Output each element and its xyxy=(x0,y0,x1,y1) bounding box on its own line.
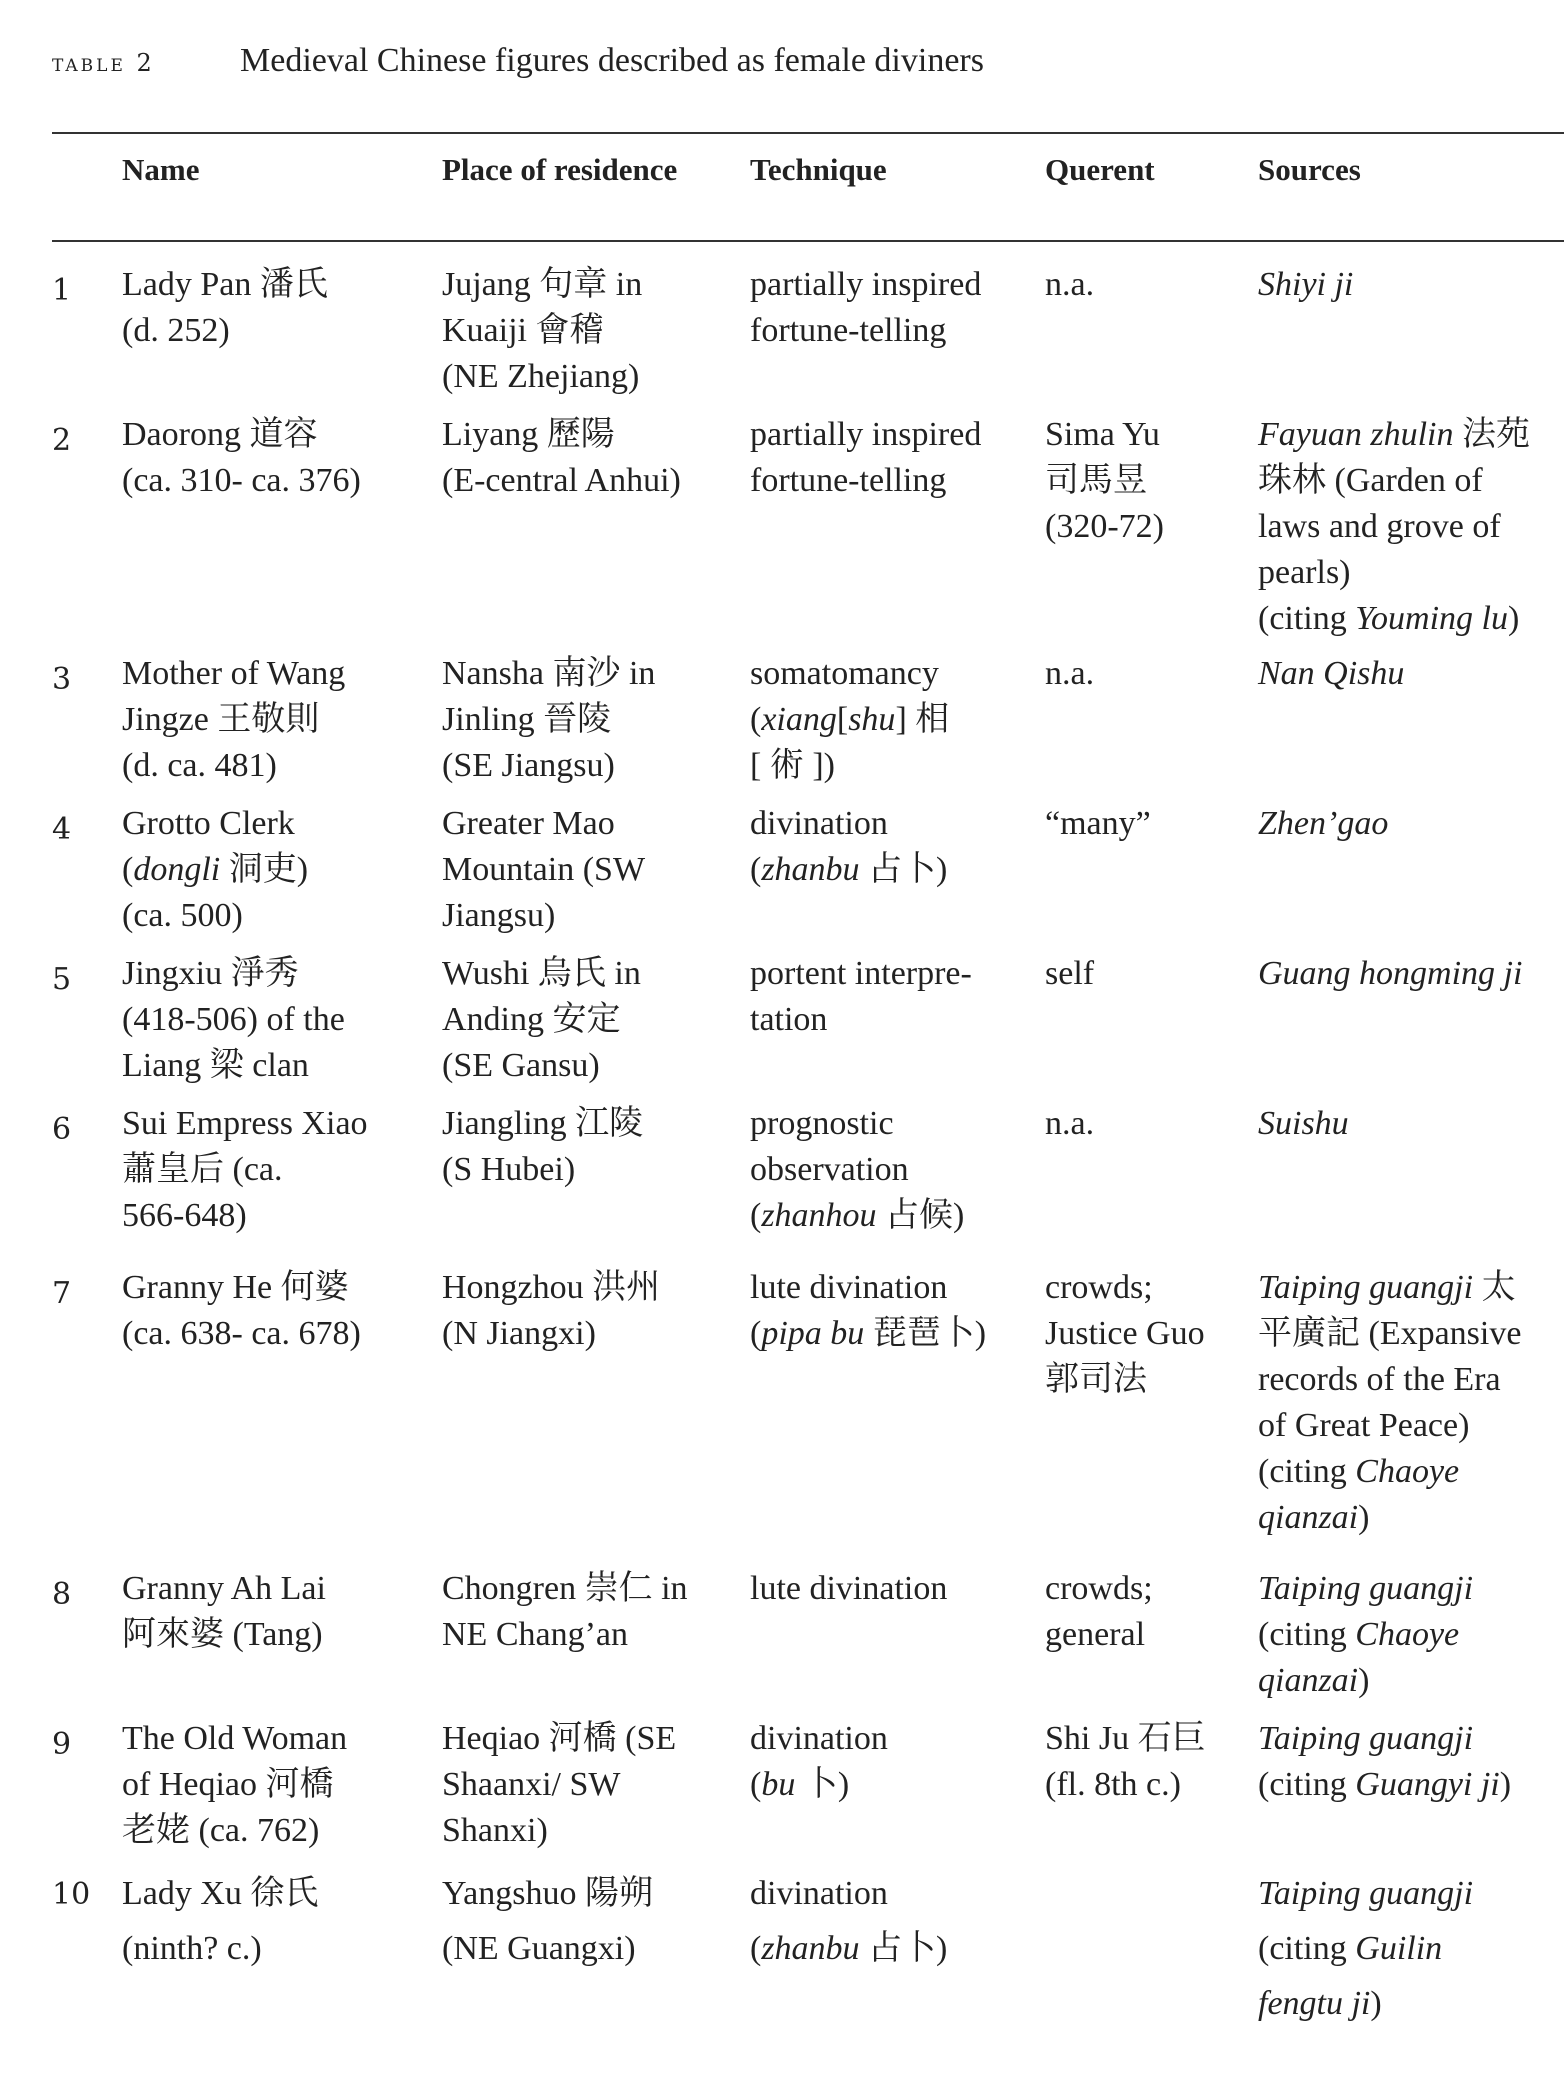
name-text: Grotto Clerk ( xyxy=(122,805,295,888)
cell-technique xyxy=(750,1101,1045,1239)
source-text: (citing xyxy=(1258,1616,1347,1653)
row-number: 9 xyxy=(52,1727,72,1762)
technique-text: lute divination ( xyxy=(750,1269,948,1352)
row-number: 6 xyxy=(52,1112,72,1147)
cell-querent: n.a. xyxy=(1045,1105,1095,1142)
cell-technique xyxy=(750,801,1045,893)
header-querent: Querent xyxy=(1045,152,1155,187)
table-label: table 2 xyxy=(52,49,155,77)
cell-sources: Shiyi ji xyxy=(1258,266,1354,303)
technique-bracket: [ xyxy=(836,701,849,738)
cell-technique: partially inspired fortune-telling xyxy=(750,266,982,349)
cell-technique: lute divination xyxy=(750,1570,948,1607)
technique-term: bu xyxy=(761,1766,796,1803)
table-caption xyxy=(52,42,984,80)
technique-text-end: ] 相 [ 術 ]) xyxy=(750,701,950,784)
cell-technique xyxy=(750,1866,1045,1976)
technique-text: divination ( xyxy=(750,1875,888,1967)
source-title: Taiping guangji xyxy=(1258,1720,1474,1757)
cell-place: Chongren 崇仁 in NE Chang’an xyxy=(442,1570,688,1653)
source-text-end: ) xyxy=(1370,1985,1382,2022)
header-sources: Sources xyxy=(1258,152,1361,187)
technique-text-end: 卜) xyxy=(795,1766,850,1803)
row-number: 3 xyxy=(52,662,72,697)
cell-name: Granny He 何婆 (ca. 638- ca. 678) xyxy=(122,1269,361,1352)
cell-name: Mother of Wang Jingze 王敬則 (d. ca. 481) xyxy=(122,655,346,784)
technique-text-end: 占候) xyxy=(876,1197,965,1234)
source-text-end: ) xyxy=(1358,1662,1370,1699)
source-cited-title: Chaoye qianzai xyxy=(1258,1616,1460,1699)
technique-term: shu xyxy=(848,701,896,738)
name-text-end: 洞吏) (ca. 500) xyxy=(122,851,309,934)
technique-term: zhanbu xyxy=(761,851,860,888)
source-cited-title: Guilin fengtu ji xyxy=(1258,1930,1443,2022)
cell-name: Lady Pan 潘氏 (d. 252) xyxy=(122,266,328,349)
table-header-rule xyxy=(52,240,1564,242)
cell-place: Jiangling 江陵 (S Hubei) xyxy=(442,1105,644,1188)
name-term: dongli xyxy=(133,851,221,888)
source-text: 法苑 珠林 (Garden of laws and grove of pearls) (citing xyxy=(1258,416,1530,637)
source-text: 太 平廣記 (Expansive records of the Era of Great Peace) (citing xyxy=(1258,1269,1522,1490)
cell-querent: Shi Ju 石巨 (fl. 8th c.) xyxy=(1045,1720,1206,1803)
source-title: Taiping guangji xyxy=(1258,1570,1474,1607)
source-cited-title: Guangyi ji xyxy=(1355,1766,1500,1803)
cell-name: The Old Woman of Heqiao 河橋 老姥 (ca. 762) xyxy=(122,1720,348,1849)
source-title: Fayuan zhulin xyxy=(1258,416,1454,453)
table-top-rule xyxy=(52,132,1564,134)
cell-place: Hongzhou 洪州 (N Jiangxi) xyxy=(442,1269,661,1352)
cell-querent: “many” xyxy=(1045,805,1151,842)
cell-sources xyxy=(1258,1866,1564,2031)
cell-querent: n.a. xyxy=(1045,655,1095,692)
cell-place: Nansha 南沙 in Jinling 晉陵 (SE Jiangsu) xyxy=(442,655,656,784)
cell-name: Daorong 道容 (ca. 310- ca. 376) xyxy=(122,416,361,499)
source-text-end: ) xyxy=(1508,600,1520,637)
cell-sources xyxy=(1258,1716,1564,1808)
source-text: (citing xyxy=(1258,1766,1347,1803)
cell-name: Lady Xu 徐氏 (ninth? c.) xyxy=(122,1875,319,1967)
row-number: 5 xyxy=(52,962,72,997)
header-place: Place of residence xyxy=(442,152,678,187)
cell-name: Sui Empress Xiao 蕭皇后 (ca. 566-648) xyxy=(122,1105,368,1234)
cell-name: Granny Ah Lai 阿來婆 (Tang) xyxy=(122,1570,326,1653)
cell-technique xyxy=(750,1265,1045,1357)
source-title: Taiping guangji xyxy=(1258,1875,1474,1912)
cell-sources: Zhen’gao xyxy=(1258,805,1389,842)
cell-name xyxy=(122,801,432,939)
cell-sources xyxy=(1258,1566,1564,1704)
technique-text: prognostic observation ( xyxy=(750,1105,909,1234)
row-number: 1 xyxy=(52,273,72,308)
technique-term: pipa bu xyxy=(761,1315,865,1352)
cell-technique xyxy=(750,1716,1045,1808)
header-technique: Technique xyxy=(750,152,887,187)
cell-sources: Guang hongming ji xyxy=(1258,955,1523,992)
cell-sources: Nan Qishu xyxy=(1258,655,1405,692)
row-number: 4 xyxy=(52,812,72,847)
technique-text: divination ( xyxy=(750,1720,888,1803)
row-number: 10 xyxy=(52,1877,91,1912)
cell-place: Jujang 句章 in Kuaiji 會稽 (NE Zhejiang) xyxy=(442,266,643,395)
technique-term: xiang xyxy=(761,701,837,738)
technique-text: divination ( xyxy=(750,805,888,888)
row-number: 2 xyxy=(52,423,72,458)
cell-sources xyxy=(1258,412,1564,642)
cell-querent: self xyxy=(1045,955,1095,992)
source-text: (citing xyxy=(1258,1930,1347,1967)
cell-place: Heqiao 河橋 (SE Shaanxi/ SW Shanxi) xyxy=(442,1720,677,1849)
cell-technique: partially inspired fortune-telling xyxy=(750,416,982,499)
cell-name: Jingxiu 淨秀 (418-506) of the Liang 梁 clan xyxy=(122,955,345,1084)
cell-place: Greater Mao Mountain (SW Jiangsu) xyxy=(442,805,646,934)
cell-querent: crowds; general xyxy=(1045,1570,1153,1653)
cell-sources: Suishu xyxy=(1258,1105,1349,1142)
source-text-end: ) xyxy=(1358,1499,1370,1536)
cell-querent: Sima Yu 司馬昱 (320-72) xyxy=(1045,416,1164,545)
row-number: 7 xyxy=(52,1276,72,1311)
cell-sources xyxy=(1258,1265,1564,1541)
technique-text-end: 占卜) xyxy=(859,851,948,888)
cell-querent: crowds; Justice Guo 郭司法 xyxy=(1045,1269,1205,1398)
technique-text-end: 占卜) xyxy=(859,1930,948,1967)
cell-place: Yangshuo 陽朔 (NE Guangxi) xyxy=(442,1875,653,1967)
technique-term: zhanbu xyxy=(761,1930,860,1967)
source-cited-title: Chaoye qianzai xyxy=(1258,1453,1460,1536)
cell-place: Wushi 烏氏 in Anding 安定 (SE Gansu) xyxy=(442,955,641,1084)
cell-technique: portent interpre- tation xyxy=(750,955,972,1038)
technique-term: zhanhou xyxy=(761,1197,877,1234)
cell-querent: n.a. xyxy=(1045,266,1095,303)
source-text-end: ) xyxy=(1499,1766,1512,1803)
source-cited-title: Youming lu xyxy=(1355,600,1508,637)
technique-text-end: 琵琶卜) xyxy=(864,1315,987,1352)
cell-technique xyxy=(750,651,1045,789)
row-number: 8 xyxy=(52,1577,72,1612)
table-title: Medieval Chinese figures described as female diviners xyxy=(240,42,984,79)
header-name: Name xyxy=(122,152,200,187)
source-title: Taiping guangji xyxy=(1258,1269,1474,1306)
technique-text: somatomancy ( xyxy=(750,655,939,738)
cell-place: Liyang 歷陽 (E-central Anhui) xyxy=(442,416,681,499)
